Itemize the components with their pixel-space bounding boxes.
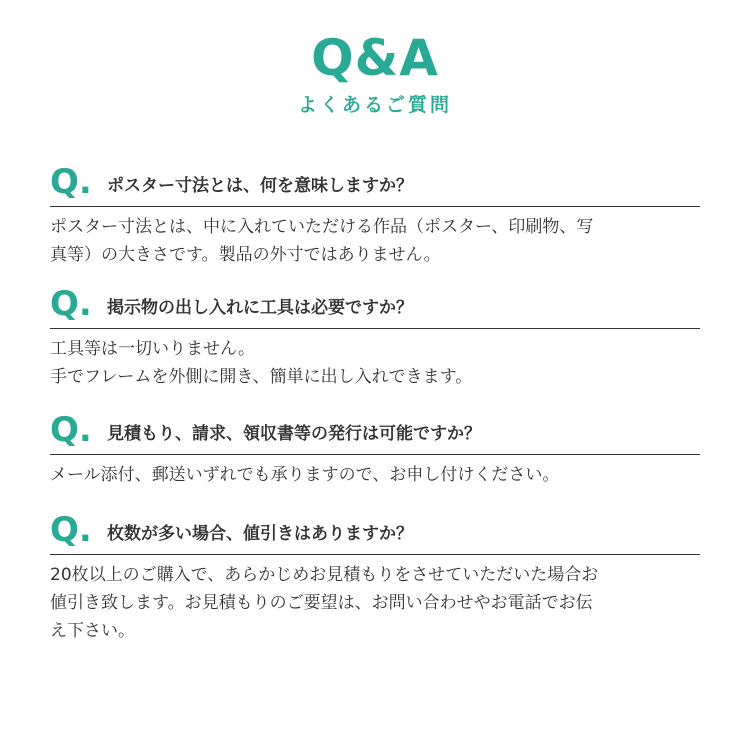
- answer-line: 工具等は一切いりません。: [50, 339, 256, 359]
- answer-line: 手でフレームを外側に開き、簡単に出し入れできます。: [50, 367, 473, 387]
- answer-line: 値引き致します。お見積もりのご要望は、お問い合わせやお電話でお伝: [50, 593, 593, 613]
- question-row: [50, 410, 700, 455]
- faq-item-1: [50, 162, 700, 269]
- question-text: 掲示物の出し入れに工具は必要ですか？: [107, 298, 413, 318]
- q-mark: Q.: [50, 510, 92, 550]
- page-header: [0, 28, 750, 118]
- answer-line: メール添付、郵送いずれでも承りますので、お申し付けください。: [50, 465, 560, 485]
- question-text: 見積もり、請求、領収書等の発行は可能ですか？: [107, 424, 481, 444]
- faq-item-4: [50, 510, 700, 645]
- faq-item-2: [50, 284, 700, 391]
- answer-text: [50, 329, 700, 391]
- q-mark: Q.: [50, 162, 92, 202]
- answer-line: え下さい。: [50, 621, 135, 641]
- question-text: ポスター寸法とは、何を意味しますか？: [107, 176, 413, 196]
- question-text: 枚数が多い場合、値引きはありますか？: [107, 524, 413, 544]
- page-subtitle: よくあるご質問: [297, 94, 452, 116]
- question-row: [50, 162, 700, 207]
- answer-line: 20枚以上のご購入で、あらかじめお見積もりをさせていただいた場合お: [50, 565, 599, 585]
- answer-text: [50, 455, 700, 489]
- answer-text: [50, 555, 700, 645]
- answer-line: ポスター寸法とは、中に入れていただける作品（ポスター、印刷物、写: [50, 217, 594, 237]
- q-mark: Q.: [50, 410, 92, 450]
- question-row: [50, 284, 700, 329]
- question-row: [50, 510, 700, 555]
- page-title: Q&A: [311, 29, 439, 87]
- answer-line: 真等）の大きさです。製品の外寸ではありません。: [50, 245, 441, 265]
- q-mark: Q.: [50, 284, 92, 324]
- answer-text: [50, 207, 700, 269]
- faq-item-3: [50, 410, 700, 489]
